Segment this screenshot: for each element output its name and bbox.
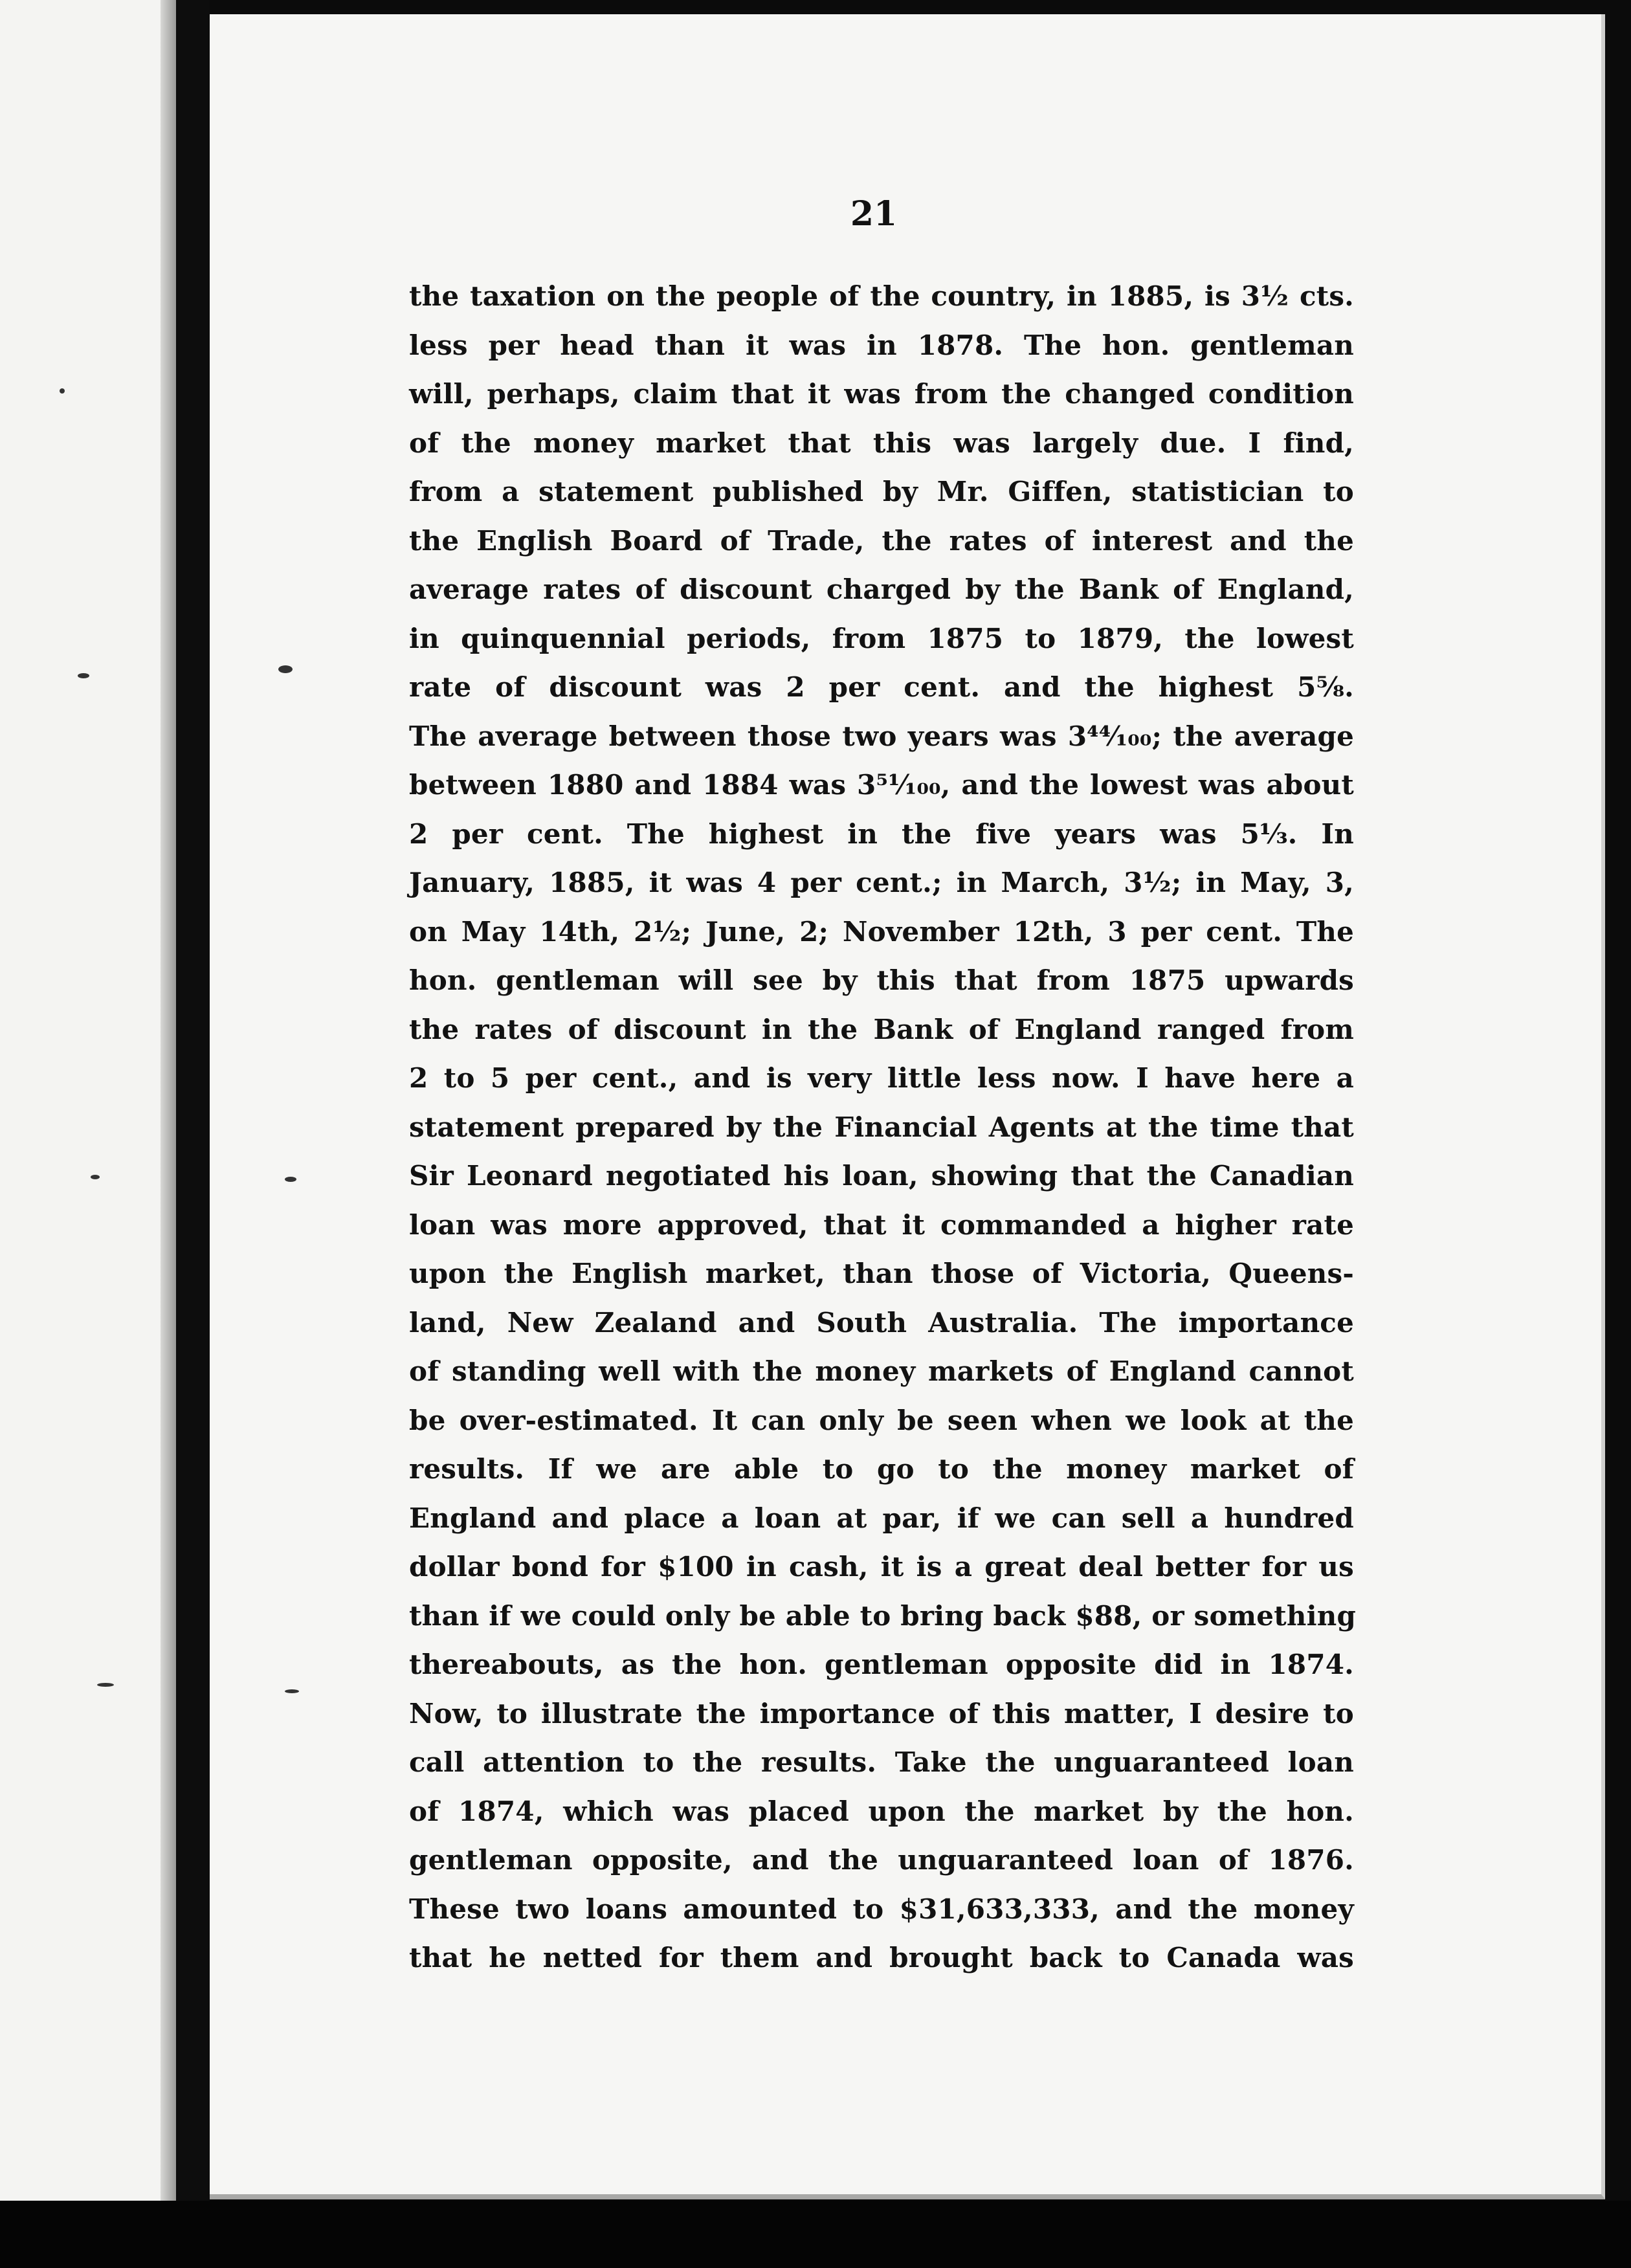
scan-mark: [78, 673, 89, 678]
text-line: statement prepared by the Financial Agents at the time that: [409, 1111, 1354, 1143]
scan-mark: [91, 1175, 100, 1179]
text-line: Now, to illustrate the importance of this matter, I desire to: [409, 1697, 1354, 1729]
text-line: the English Board of Trade, the rates of interest and the: [409, 524, 1354, 557]
text-line: Sir Leonard negotiated his loan, showing that the Canadian: [409, 1160, 1354, 1192]
text-line: rate of discount was 2 per cent. and the highest 5⅝.: [409, 671, 1354, 703]
scan-mark: [285, 1689, 299, 1693]
text-line: from a statement published by Mr. Giffen, statistician to: [409, 476, 1354, 507]
text-line: the rates of discount in the Bank of England ranged from: [409, 1013, 1354, 1045]
text-line: average rates of discount charged by the Bank of England,: [409, 573, 1354, 605]
text-line: of standing well with the money markets of England cannot: [409, 1355, 1354, 1387]
text-line: England and place a loan at par, if we can sell a hundred: [409, 1502, 1354, 1534]
text-line: thereabouts, as the hon. gentleman opposite did in 1874.: [409, 1649, 1354, 1680]
left-page-margin: [0, 0, 173, 2268]
text-line: results. If we are able to go to the money market of: [409, 1453, 1354, 1485]
body-text: [409, 272, 1357, 1983]
scan-mark: [97, 1683, 114, 1687]
text-line: than if we could only be able to bring back $88, or something: [409, 1599, 1357, 1632]
text-line: dollar bond for $100 in cash, it is a great deal better for us: [409, 1551, 1354, 1583]
text-line: 2 to 5 per cent., and is very little less now. I have here a: [409, 1062, 1354, 1094]
text-line: the taxation on the people of the country, in 1885, is 3½ cts.: [409, 280, 1354, 312]
text-line: loan was more approved, that it commanded a higher rate: [409, 1208, 1354, 1241]
scan-bottom-edge: [0, 2201, 1631, 2268]
binding-gutter: [176, 0, 210, 2268]
left-page-edge: [161, 0, 176, 2268]
text-line: between 1880 and 1884 was 3⁵¹⁄₁₀₀, and the lowest was about: [409, 769, 1354, 801]
scan-mark: [60, 388, 65, 394]
text-line: call attention to the results. Take the unguaranteed loan: [409, 1746, 1354, 1778]
text-line: of 1874, which was placed upon the market by the hon.: [409, 1795, 1354, 1827]
text-line: that he netted for them and brought back to Canada was: [409, 1942, 1354, 1973]
text-line: will, perhaps, claim that it was from the changed condition: [409, 378, 1354, 410]
scan-mark: [278, 665, 293, 673]
text-line: The average between those two years was 3⁴⁴⁄₁₀₀; the average: [409, 720, 1354, 752]
text-line: gentleman opposite, and the unguaranteed loan of 1876.: [409, 1844, 1354, 1876]
text-line: be over-estimated. It can only be seen when we look at the: [409, 1404, 1354, 1436]
scan-mark: [285, 1177, 296, 1182]
text-line: 2 per cent. The highest in the five years was 5⅓. In: [409, 817, 1354, 850]
text-line: of the money market that this was largely due. I find,: [409, 427, 1354, 459]
text-line: land, New Zealand and South Australia. The importance: [409, 1306, 1354, 1339]
text-line: in quinquennial periods, from 1875 to 1879, the lowest: [409, 622, 1354, 654]
text-line: January, 1885, it was 4 per cent.; in March, 3½; in May, 3,: [409, 867, 1354, 898]
text-line: upon the English market, than those of Victoria, Queens-: [409, 1258, 1354, 1289]
text-line: hon. gentleman will see by this that from 1875 upwards: [409, 964, 1354, 996]
text-line: These two loans amounted to $31,633,333, and the money: [409, 1893, 1354, 1925]
page-number: 21: [850, 194, 898, 234]
text-line: on May 14th, 2½; June, 2; November 12th, 3 per cent. The: [409, 915, 1354, 948]
text-line: less per head than it was in 1878. The hon. gentleman: [409, 329, 1354, 361]
